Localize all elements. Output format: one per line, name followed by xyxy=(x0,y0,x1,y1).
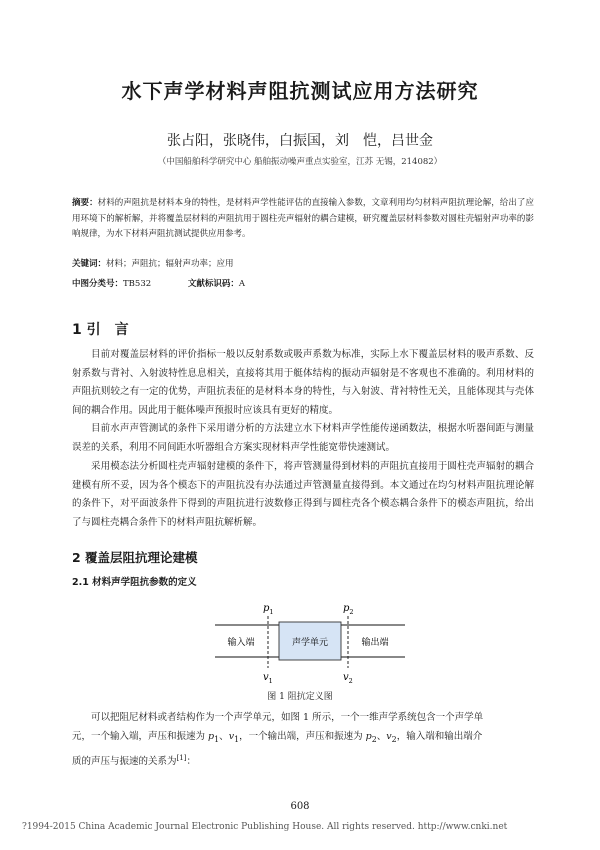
section-1-paragraph-3: 采用模态法分析圆柱壳声辐射建模的条件下，将声管测量得到材料的声阻抗直接用于圆柱壳声辐射的耦合建模有所不妥，因为各个模态下的声阻抗没有办法通过声管测量直接得到。本文通过在均匀材料声阻抗理论解的条件下，对平面波条件下得到的声阻抗进行波数修正得到与圆柱壳各个模态耦合条件下的模态声阻抗，给出了与圆柱壳耦合条件下的材料声阻抗解析解。 xyxy=(72,461,534,529)
sym-v2-sub: 2 xyxy=(391,734,397,744)
clc-label: 中图分类号： xyxy=(72,279,124,289)
keywords xyxy=(72,257,234,269)
subsection-2-1-heading: 2.1 材料声学阻抗参数的定义 xyxy=(72,577,197,588)
abstract-text: 材料的声阻抗是材料本身的特性，是材料声学性能评估的直接输入参数，文章利用均匀材料声阻抗理论解，给出了应用环境下的解析解，并将覆盖层材料的声阻抗用于圆柱壳声辐射的耦合建模，研究覆盖层材料参数对圆柱壳辐射声功率的影响规律，为水下材料声阻抗测试提供应用参考。 xyxy=(72,198,534,239)
para-line-2-b: ，一个输出端，声压和振速为 xyxy=(239,730,363,742)
v1-subscript: 1 xyxy=(268,677,273,685)
figure-description-paragraph xyxy=(72,709,534,772)
classification-line xyxy=(72,277,279,289)
v2-subscript: 2 xyxy=(348,677,353,685)
section-1-paragraph-1: 目前对覆盖层材料的评价指标一般以反射系数或吸声系数为标准，实际上水下覆盖层材料的吸声系数、反射系数与背衬、入射波特性息息相关，直接将其用于艇体结构的振动声辐射是不客观也不准确的。利用材料的声阻抗则较之有一定的优势，声阻抗表征的是材料本身的特性，与入射波、背衬特性无关，且能体现其与壳体间的耦合作用。因此用于艇体噪声预报时应该具有更好的精度。 xyxy=(72,349,534,417)
impedance-figure xyxy=(215,598,405,686)
page-number: 608 xyxy=(290,801,310,812)
abstract xyxy=(72,196,534,243)
sep-2: 、 xyxy=(376,730,387,742)
acoustic-unit-label: 声学单元 xyxy=(291,638,329,648)
v2-symbol: v xyxy=(343,672,349,683)
p2-label xyxy=(343,603,354,616)
section-1-heading: 1 引 言 xyxy=(72,322,129,338)
para-line-2 xyxy=(72,728,534,750)
doc-code-value: A xyxy=(238,279,246,289)
section-2-heading: 2 覆盖层阻抗理论建模 xyxy=(72,550,198,565)
v1-label xyxy=(263,672,273,685)
output-end-label: 输出端 xyxy=(361,638,389,648)
para-line-3-b: ： xyxy=(186,756,196,768)
para-line-3-a: 质的声压与振速的关系为 xyxy=(72,756,177,768)
v1-symbol: v xyxy=(263,672,269,683)
v2-label xyxy=(343,672,353,685)
sym-p1: p xyxy=(208,730,215,742)
p1-subscript: 1 xyxy=(269,608,274,616)
sym-v2: v xyxy=(386,730,392,742)
affiliation: （中国船舶科学研究中心 船舶振动噪声重点实验室，江苏 无锡，214082） xyxy=(157,157,443,167)
paper-title: 水下声学材料声阻抗测试应用方法研究 xyxy=(121,79,479,103)
citation-ref-1: [1] xyxy=(176,754,187,763)
p1-symbol: p xyxy=(263,603,270,614)
author-list: 张占阳，张晓伟，白振国，刘 恺，吕世金 xyxy=(167,133,433,149)
sym-v1-sub: 1 xyxy=(234,734,240,744)
p2-symbol: p xyxy=(343,603,350,614)
para-line-3 xyxy=(72,749,534,772)
abstract-label: 摘要： xyxy=(72,198,98,208)
clc-value: TB532 xyxy=(123,279,152,289)
p2-subscript: 2 xyxy=(349,608,354,616)
sym-p1-sub: 1 xyxy=(214,734,220,744)
sym-v1: v xyxy=(228,730,235,742)
input-end-label: 输入端 xyxy=(227,638,255,648)
keywords-label: 关键词： xyxy=(72,259,107,269)
sym-p2: p xyxy=(365,730,372,742)
sep-1: 、 xyxy=(219,730,229,742)
p1-label xyxy=(263,603,274,616)
doc-code-label: 文献标识码： xyxy=(187,279,239,289)
figure-1-caption: 图 1 阻抗定义图 xyxy=(267,692,333,702)
sym-p2-sub: 2 xyxy=(371,734,377,744)
copyright-footer: ?1994-2015 China Academic Journal Electronic Publishing House. All rights reserved. http://www.cnki.net xyxy=(22,822,508,832)
keywords-text: 材料；声阻抗；辐射声功率；应用 xyxy=(106,259,234,269)
para-line-2-c: ，输入端和输出端介 xyxy=(396,730,483,742)
section-1-paragraph-2: 目前水声声管测试的条件下采用谱分析的方法建立水下材料声学性能传递函数法，根据水听器间距与测量误差的关系，利用不同间距水听器组合方案实现材料声学性能宽带快速测试。 xyxy=(72,423,534,453)
para-line-2-a: 元，一个输入端，声压和振速为 xyxy=(72,730,206,742)
para-line-1: 可以把阻尼材料或者结构作为一个声学单元，如图 1 所示，一个一维声学系统包含一个声学单 xyxy=(91,712,484,723)
